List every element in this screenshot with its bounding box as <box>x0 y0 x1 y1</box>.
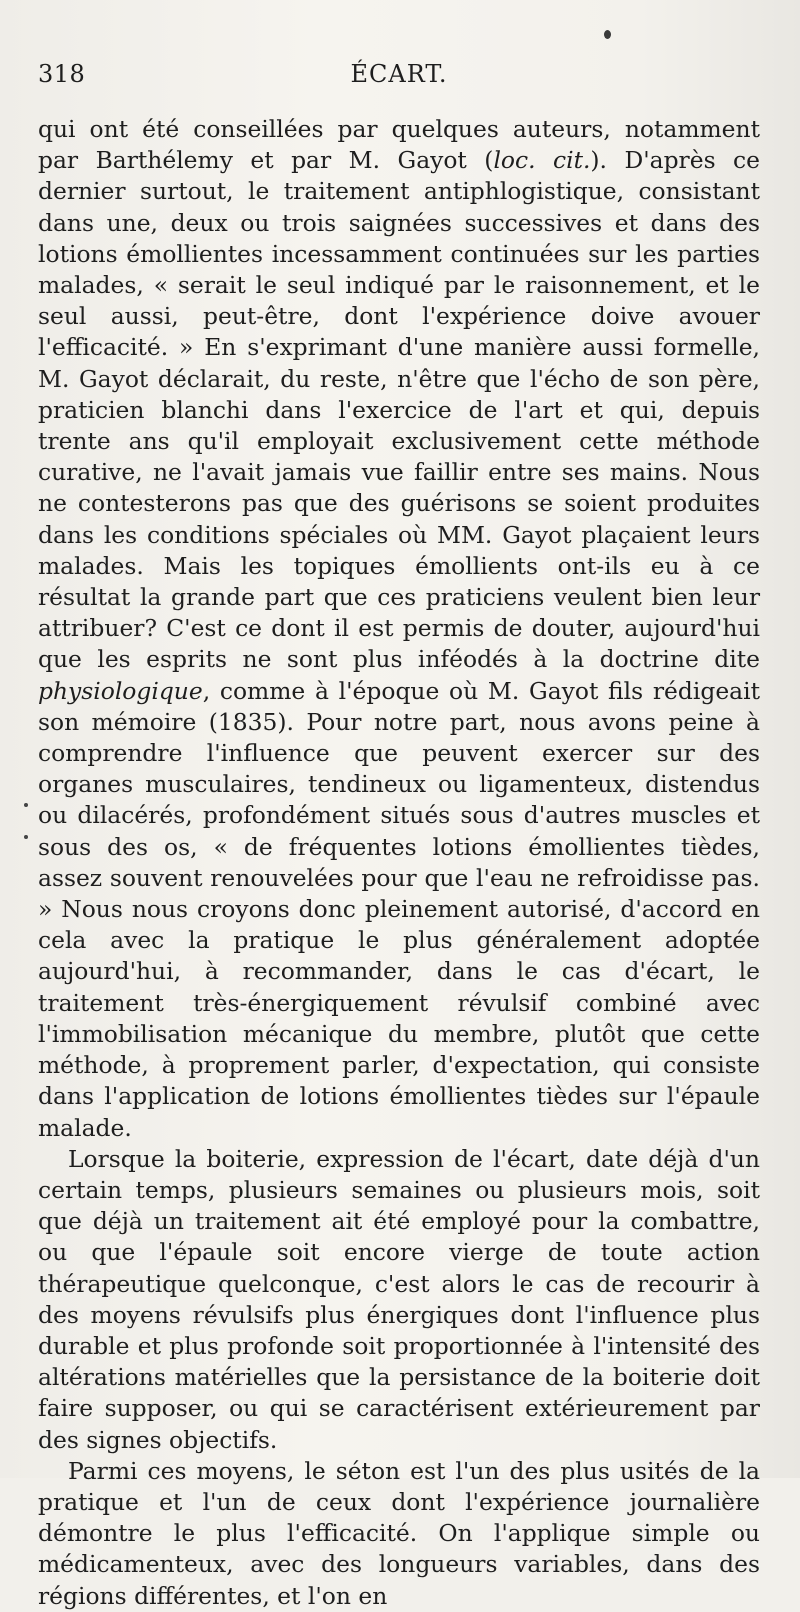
running-title: ÉCART. <box>350 60 448 88</box>
paragraph <box>38 1144 760 1456</box>
page-header <box>38 60 760 96</box>
margin-mark <box>24 803 28 807</box>
text-run: Lorsque la boiterie, expression de l'écart, date déjà d'un certain temps, plusieurs semaines ou plusieurs mois, soit que déjà un traitement ait été employé pour la combattre, ou que l'épaule soit encore vierge de toute action thérapeutique quelconque, c'est alors le cas de recourir à des moyens révulsifs plus énergiques dont l'influence plus durable et plus profonde soit proportionnée à l'intensité des altérations matérielles que la persistance de la boiterie doit faire supposer, ou qui se caractérisent extérieurement par des signes objectifs. <box>38 1144 760 1454</box>
text-run: , comme à l'époque où M. Gayot fils rédigeait son mémoire (1835). Pour notre part, nous avons peine à comprendre l'influence que peuvent exercer sur des organes musculaires, tendineux ou ligamenteux, distendus ou dilacérés, profondément situés sous d'autres muscles et sous des os, « de fréquentes lotions émollientes tièdes, assez souvent renouvelées pour que l'eau ne refroidisse pas. » Nous nous croyons donc pleinement autorisé, d'accord en cela avec la pratique le plus généralement adoptée aujourd'hui, à recommander, dans le cas d'écart, le traitement très-énergiquement révulsif combiné avec l'immobilisation mécanique du membre, plutôt que cette méthode, à proprement parler, d'expectation, qui consiste dans l'application de lotions émollientes tièdes sur l'épaule malade. <box>38 676 760 1142</box>
margin-mark <box>24 835 28 839</box>
italic-text: loc. cit. <box>493 146 591 175</box>
page-number: 318 <box>38 60 86 88</box>
italic-text: physiologique <box>38 676 203 705</box>
text-run: qui ont été conseillées par quelques auteurs, notamment par Barthélemy et par M. Gayot ( <box>38 115 760 175</box>
text-run: Parmi ces moyens, le séton est l'un des plus usités de la pratique et l'un de ceux dont l'expérience journalière démontre le plus l'efficacité. On l'applique simple ou médicamenteux, avec des longueurs variables, dans des régions différentes, et l'on en <box>38 1456 760 1610</box>
body-text <box>38 114 760 1612</box>
text-run: ). D'après ce dernier surtout, le traitement antiphlogistique, consistant dans une, deux ou trois saignées successives et dans des lotions émollientes incessamment continuées sur les parties malades, « serait le seul indiqué par le raisonnement, et le seul aussi, peut-être, dont l'expérience doive avouer l'efficacité. » En s'exprimant d'une manière aussi formelle, M. Gayot déclarait, du reste, n'être que l'écho de son père, praticien blanchi dans l'exercice de l'art et qui, depuis trente ans qu'il employait exclusivement cette méthode curative, ne l'avait jamais vue faillir entre ses mains. Nous ne contesterons pas que des guérisons se soient produites dans les conditions spéciales où MM. Gayot plaçaient leurs malades. Mais les topiques émollients ont-ils eu à ce résultat la grande part que ces praticiens veulent bien leur attribuer? C'est ce dont il est permis de douter, aujourd'hui que les esprits ne sont plus inféodés à la doctrine dite <box>38 146 760 674</box>
paragraph <box>38 1456 760 1612</box>
paragraph <box>38 114 760 1144</box>
ink-spot <box>604 30 611 39</box>
